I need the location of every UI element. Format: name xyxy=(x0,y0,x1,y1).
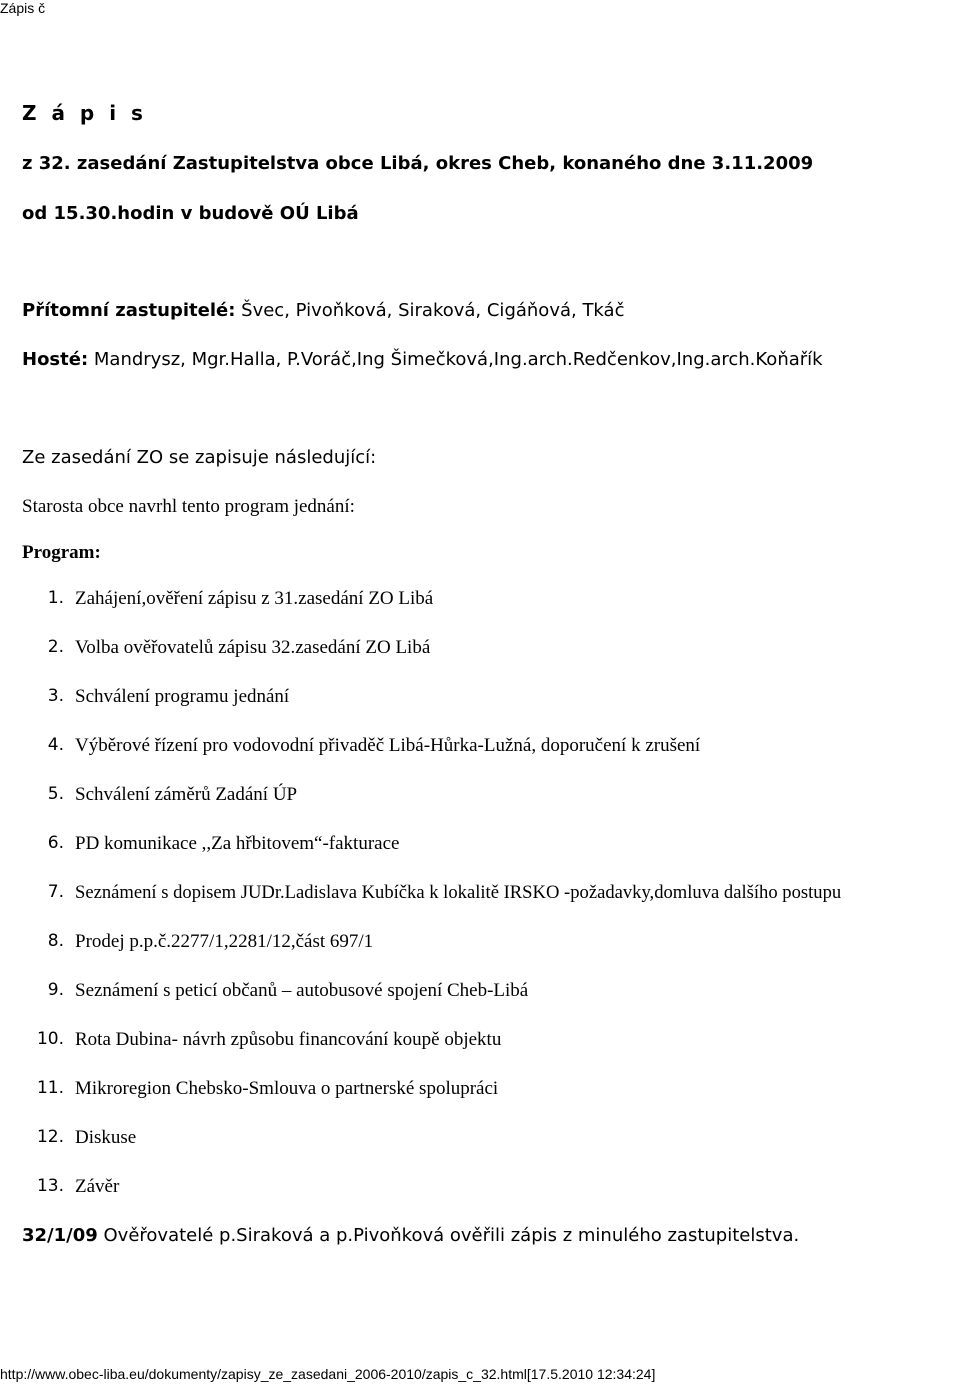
agenda-item-number: 11. xyxy=(36,1078,64,1098)
agenda-item-text: PD komunikace ,,Za hřbitovem“-fakturace xyxy=(75,833,400,854)
meeting-subtitle-line1: z 32. zasedání Zastupitelstva obce Libá, okres Cheb, konaného dne 3.11.2009 xyxy=(22,153,814,174)
agenda-item-number: 10. xyxy=(36,1029,64,1049)
agenda-item-text: Schválení záměrů Zadání ÚP xyxy=(75,784,298,805)
program-label: Program: xyxy=(22,542,101,563)
agenda-item-text: Závěr xyxy=(75,1176,120,1197)
agenda-item-number: 7. xyxy=(47,882,64,902)
document-title: Z á p i s xyxy=(22,101,147,125)
agenda-item-text: Volba ověřovatelů zápisu 32.zasedání ZO Libá xyxy=(75,637,431,658)
agenda-item-text: Prodej p.p.č.2277/1,2281/12,část 697/1 xyxy=(75,931,374,952)
agenda-item-text: Schválení programu jednání xyxy=(75,686,290,707)
agenda-item-number: 13. xyxy=(36,1176,64,1196)
agenda-item-text: Rota Dubina- návrh způsobu financování koupě objektu xyxy=(75,1029,502,1050)
agenda-item-number: 6. xyxy=(47,833,64,853)
agenda-item-number: 3. xyxy=(47,686,64,706)
agenda-item-text: Výběrové řízení pro vodovodní přivaděč Libá-Hůrka-Lužná, doporučení k zrušení xyxy=(75,735,701,756)
resolution-id: 32/1/09 xyxy=(22,1225,98,1246)
meeting-subtitle-line2: od 15.30.hodin v budově OÚ Libá xyxy=(22,203,359,224)
agenda-item-text: Mikroregion Chebsko-Smlouva o partnerské spolupráci xyxy=(75,1078,499,1099)
page-header: Zápis č xyxy=(0,0,46,16)
guests-value: Mandrysz, Mgr.Halla, P.Voráč,Ing Šimečková,Ing.arch.Redčenkov,Ing.arch.Koňařík xyxy=(88,349,823,370)
agenda-item-number: 12. xyxy=(36,1127,64,1147)
agenda-item-number: 4. xyxy=(47,735,64,755)
program-proposal-text: Starosta obce navrhl tento program jednání: xyxy=(22,496,355,517)
guests-label: Hosté: xyxy=(22,349,89,370)
agenda-item-number: 9. xyxy=(47,980,64,1000)
page-footer-url: http://www.obec-liba.eu/dokumenty/zapisy_ze_zasedani_2006-2010/zapis_c_32.html[17.5.2010 12:34:24] xyxy=(0,1366,656,1382)
agenda-item-text: Zahájení,ověření zápisu z 31.zasedání ZO Libá xyxy=(75,588,434,609)
present-value: Švec, Pivoňková, Siraková, Cigáňová, Tkáč xyxy=(235,300,625,321)
present-members-line xyxy=(22,300,624,321)
agenda-item-text: Seznámení s dopisem JUDr.Ladislava Kubíčka k lokalitě IRSKO -požadavky,domluva dalšího postupu xyxy=(75,882,842,903)
agenda-item-number: 5. xyxy=(47,784,64,804)
agenda-item-text: Seznámení s peticí občanů – autobusové spojení Cheb-Libá xyxy=(75,980,529,1001)
intro-text: Ze zasedání ZO se zapisuje následující: xyxy=(22,447,377,468)
agenda-item-text: Diskuse xyxy=(75,1127,137,1148)
agenda-item-number: 2. xyxy=(47,637,64,657)
guests-line xyxy=(22,349,823,370)
present-label: Přítomní zastupitelé: xyxy=(22,300,236,321)
agenda-item-number: 8. xyxy=(47,931,64,951)
agenda-item-number: 1. xyxy=(47,588,64,608)
resolution-line xyxy=(22,1225,799,1246)
resolution-text: Ověřovatelé p.Siraková a p.Pivoňková ověřili zápis z minulého zastupitelstva. xyxy=(97,1225,800,1246)
